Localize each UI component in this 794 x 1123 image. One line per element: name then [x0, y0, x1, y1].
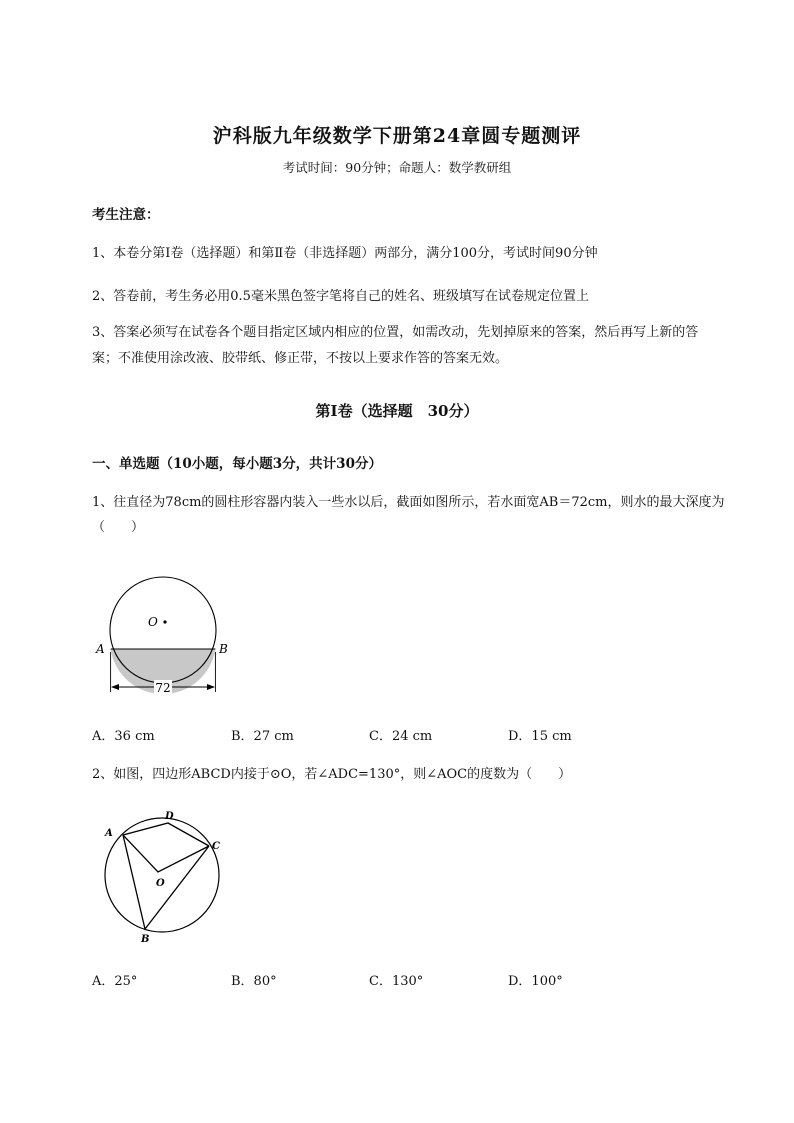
dimension-arrow-left: [111, 684, 119, 690]
center-point: [163, 620, 166, 623]
q2-option-b: B．80°: [231, 974, 277, 989]
q2-option-d: D．100°: [508, 974, 563, 989]
q2-option-a: A．25°: [92, 974, 138, 989]
q1-option-b: B．27 cm: [231, 729, 294, 744]
label-a: A: [96, 642, 105, 656]
q1-option-c: C．24 cm: [369, 729, 433, 744]
section-title: 第I卷（选择题 30分）: [315, 402, 479, 420]
note-item-1: 1、本卷分第I卷（选择题）和第Ⅱ卷（非选择题）两部分，满分100分，考试时间90分钟: [92, 246, 598, 261]
part-title: 一、单选题（10小题，每小题3分，共计30分）: [92, 456, 382, 472]
dimension-label: 72: [155, 681, 171, 695]
q1-option-d: D．15 cm: [508, 729, 572, 744]
label-a: A: [105, 828, 113, 839]
note-item-3: 3、答案必须写在试卷各个题目指定区域内相应的位置，如需改动，先划掉原来的答案，然后再写上新的答案；不准使用涂改液、胶带纸、修正带，不按以上要求作答的答案无效。: [92, 325, 699, 366]
label-o: O: [148, 615, 158, 629]
radii-oa-oc: [123, 835, 209, 872]
note-item-2: 2、答卷前，考生务必用0.5毫米黑色签字笔将自己的姓名、班级填写在试卷规定位置上: [92, 289, 589, 304]
label-o: O: [156, 878, 165, 889]
notes-heading: 考生注意：: [92, 207, 160, 223]
label-b: B: [219, 642, 228, 656]
label-d: D: [165, 811, 174, 822]
circle-o: [105, 818, 219, 932]
exam-info: 考试时间：90分钟；命题人：数学教研组: [282, 160, 512, 175]
question-2-text: 2、如图，四边形ABCD内接于⊙O，若∠ADC=130°，则∠AOC的度数为（ ）: [92, 767, 572, 782]
page-title: 沪科版九年级数学下册第24章圆专题测评: [212, 125, 582, 147]
question-2-figure: [96, 805, 236, 950]
question-1-text: 1、往直径为78cm的圆柱形容器内装入一些水以后，截面如图所示，若水面宽AB＝72cm，则水的最大深度为（ ）: [92, 495, 725, 535]
question-1-figure: [88, 560, 248, 705]
label-c: C: [212, 841, 220, 852]
q1-option-a: A．36 cm: [92, 729, 155, 744]
dimension-arrow-right: [207, 684, 215, 690]
sides-ad-dc: [123, 823, 209, 846]
label-b: B: [141, 934, 150, 945]
q2-option-c: C．130°: [369, 974, 424, 989]
